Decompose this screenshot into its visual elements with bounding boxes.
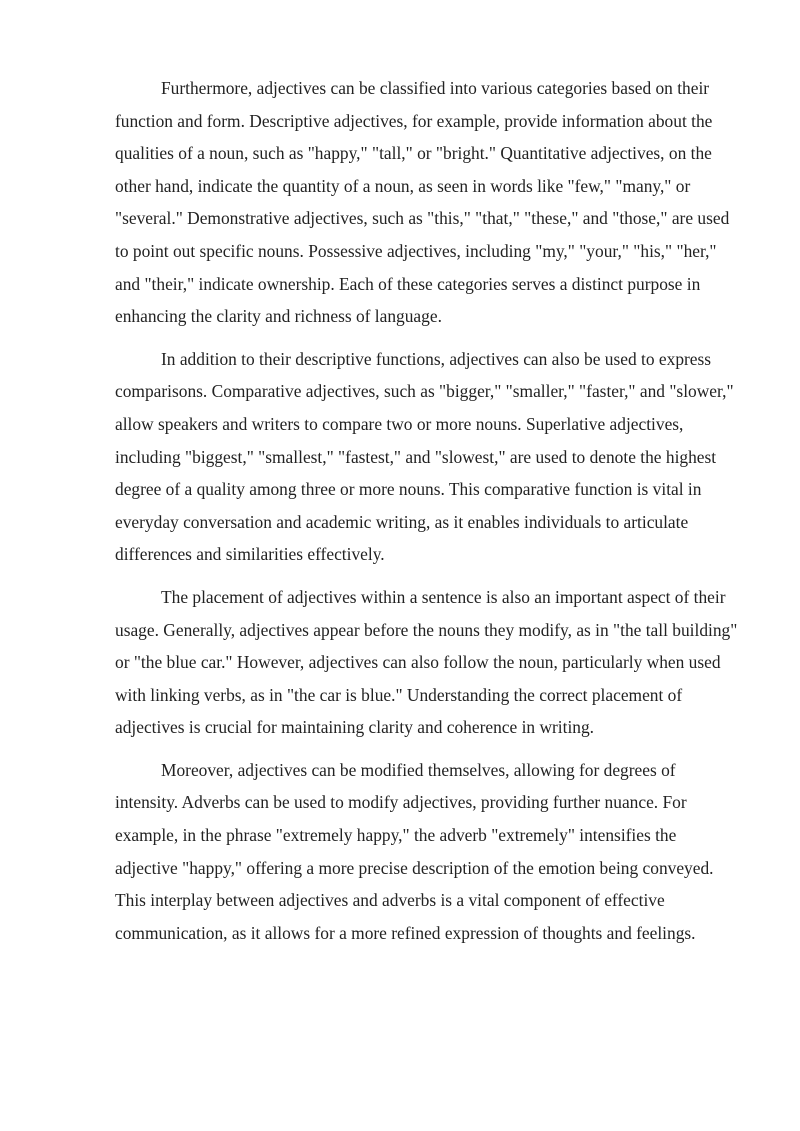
document-body [115,72,740,959]
paragraph-modification: Moreover, adjectives can be modified themselves, allowing for degrees of intensity. Adverbs can be used to modify adjectives, providing further nuance. For example, in the phrase "extremely happy," the adverb "extremely" intensifies the adjective "happy," offering a more precise description of the emotion being conveyed. This interplay between adjectives and adverbs is a vital component of effective communication, as it allows for a more refined expression of thoughts and feelings. [115,759,714,943]
paragraph-comparisons: In addition to their descriptive functions, adjectives can also be used to express comparisons. Comparative adjectives, such as "bigger," "smaller," "faster," and "slower," allow speakers and writers to compare two or more nouns. Superlative adjectives, including "biggest," "smallest," "fastest," and "slowest," are used to denote the highest degree of a quality among three or more nouns. This comparative function is vital in everyday conversation and academic writing, as it enables individuals to articulate differences and similarities effectively. [115,348,734,565]
paragraph-adjective-categories: Furthermore, adjectives can be classified into various categories based on their function and form. Descriptive adjectives, for example, provide information about the qualities of a noun, such as "happy," "tall," or "bright." Quantitative adjectives, on the other hand, indicate the quantity of a noun, as seen in words like "few," "many," or "several." Demonstrative adjectives, such as "this," "that," "these," and "those," are used to point out specific nouns. Possessive adjectives, including "my," "your," "his," "her," and "their," indicate ownership. Each of these categories serves a distinct purpose in enhancing the clarity and richness of language. [115,78,730,327]
paragraph-placement: The placement of adjectives within a sentence is also an important aspect of their usage. Generally, adjectives appear before the nouns they modify, as in "the tall building" or "the blue car." However, adjectives can also follow the noun, particularly when used with linking verbs, as in "the car is blue." Understanding the correct placement of adjectives is crucial for maintaining clarity and coherence in writing. [115,586,738,738]
